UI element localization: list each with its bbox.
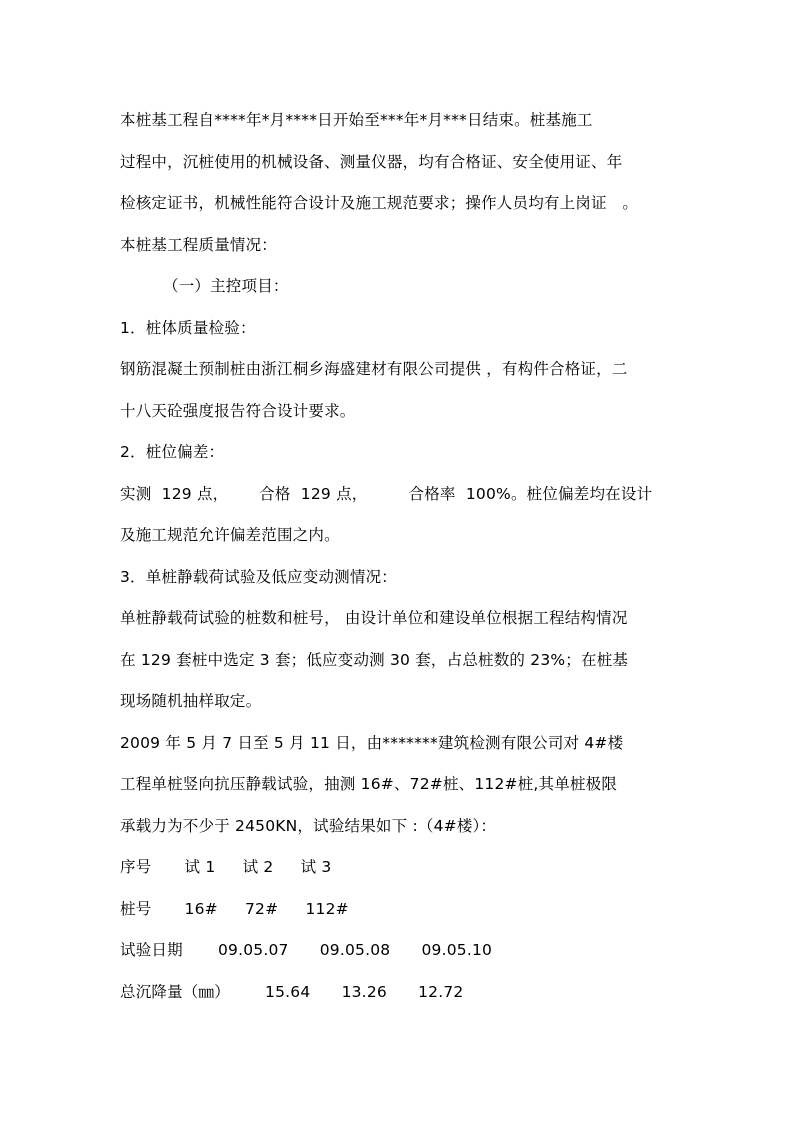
result-value: 09.05.08: [319, 941, 391, 959]
result-value: 15.64: [265, 982, 311, 1001]
paragraph-test-line-3: 承载力为不少于 2450KN，试验结果如下 :（4#楼）：: [120, 816, 497, 835]
paragraph-loadtest-line-3: 现场随机抽样取定。: [120, 692, 262, 710]
paragraph-precast-line-2: 十八天砼强度报告符合设计要求。: [120, 401, 356, 420]
paragraph-test-line-2: 工程单桩竖向抗压静载试验，抽测 16#、72#桩、112#桩,其单桩极限: [120, 775, 618, 793]
result-label-settlement: 总沉降量（㎜）: [120, 982, 230, 1001]
document-page: [120, 100, 676, 1013]
result-value: 12.72: [418, 982, 464, 1001]
result-row-settlement: [120, 972, 676, 1014]
paragraph-loadtest-line-1: 单桩静载荷试验的桩数和桩号， 由设计单位和建设单位根据工程结构情况: [120, 609, 628, 627]
result-value: 试 1: [184, 858, 216, 876]
result-label-sequence: 序号: [120, 858, 152, 876]
result-row-sequence: [120, 847, 676, 889]
item-heading-load-test: 3．单桩静载荷试验及低应变动测情况：: [120, 567, 397, 586]
paragraph-deviation-line-1: 实测 129 点， 合格 129 点， 合格率 100%。桩位偏差均在设计: [120, 484, 653, 503]
result-value: 试 2: [242, 858, 274, 876]
paragraph-intro-line-1: 本桩基工程自****年*月****日开始至***年*月***日结束。桩基施工: [120, 111, 593, 129]
result-label-test-date: 试验日期: [120, 941, 183, 959]
result-value: 112#: [305, 899, 349, 918]
result-value: 09.05.10: [421, 941, 493, 959]
paragraph-deviation-line-2: 及施工规范允许偏差范围之内。: [120, 526, 340, 544]
section-heading-quality: 本桩基工程质量情况：: [120, 235, 278, 254]
result-row-test-date: [120, 930, 676, 972]
result-value: 16#: [184, 899, 218, 918]
paragraph-test-line-1: 2009 年 5 月 7 日至 5 月 11 日，由*******建筑检测有限公司对 4#楼: [120, 733, 624, 752]
subsection-heading-main-items: （一）主控项目：: [163, 277, 289, 295]
result-value: 72#: [245, 899, 279, 918]
paragraph-precast-line-1: 钢筋混凝土预制桩由浙江桐乡海盛建材有限公司提供 ，有构件合格证，二: [120, 360, 628, 378]
paragraph-intro-line-3: 检核定证书，机械性能符合设计及施工规范要求；操作人员均有上岗证 。: [120, 194, 639, 212]
result-value: 13.26: [341, 982, 387, 1001]
result-value: 09.05.07: [217, 941, 289, 959]
result-label-pile-number: 桩号: [120, 899, 152, 918]
result-value: 试 3: [300, 858, 332, 876]
item-heading-pile-deviation: 2．桩位偏差：: [120, 443, 225, 461]
item-heading-pile-quality: 1．桩体质量检验：: [120, 318, 256, 337]
paragraph-intro-line-2: 过程中，沉桩使用的机械设备、测量仪器，均有合格证、安全使用证、年: [120, 152, 623, 171]
paragraph-loadtest-line-2: 在 129 套桩中选定 3 套；低应变动测 30 套，占总桩数的 23%；在桩基: [120, 650, 629, 669]
result-row-pile-number: [120, 889, 676, 931]
